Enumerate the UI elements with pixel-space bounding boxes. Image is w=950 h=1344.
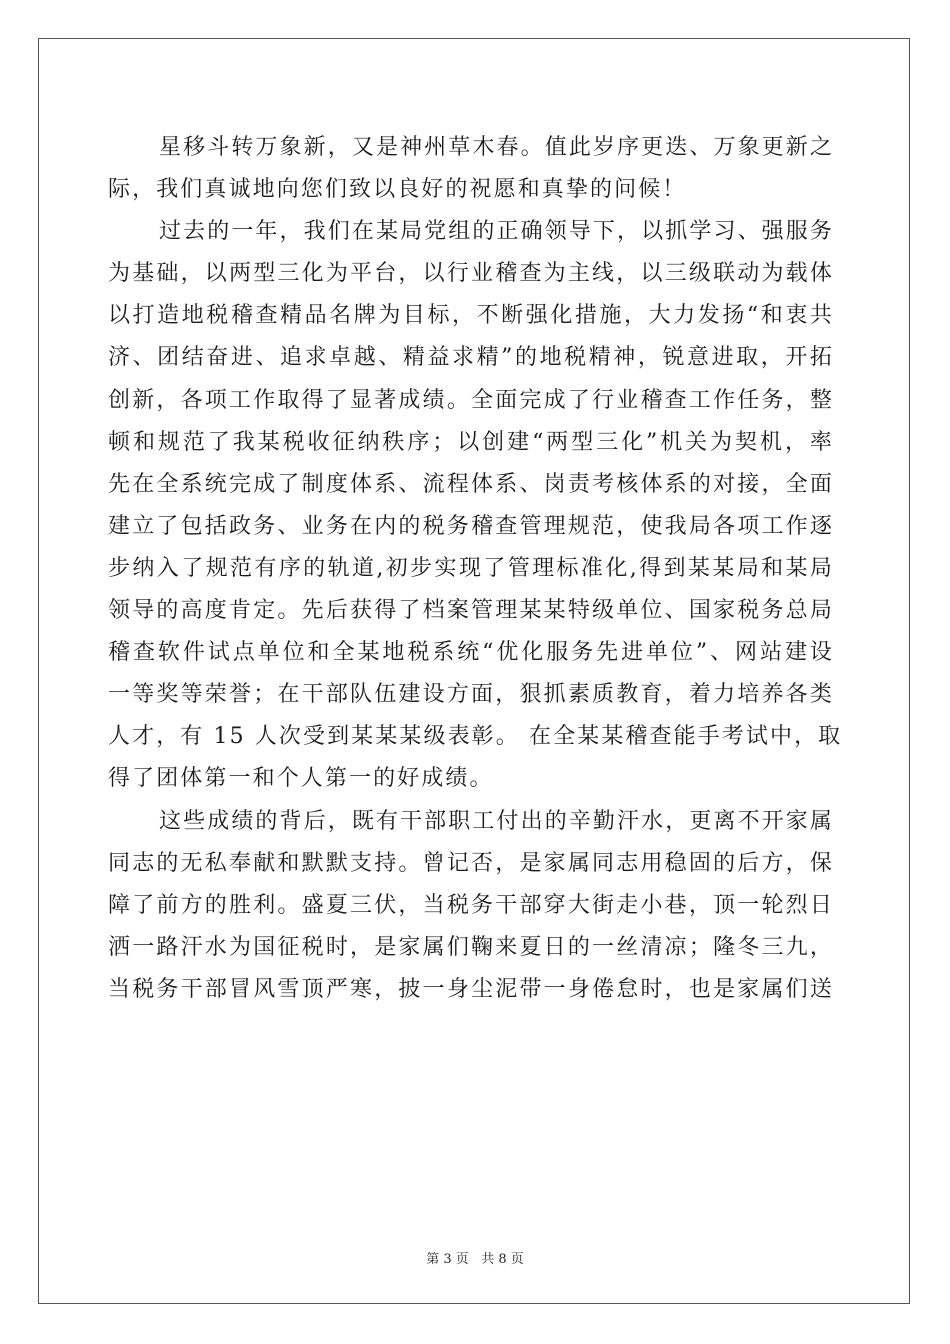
text-line: 同志的无私奉献和默默支持。曾记否，是家属同志用稳固的后方，保 [108,850,834,876]
page-number: 第 3 页 [426,1252,469,1267]
document-body [108,127,843,1011]
text-line: 为基础，以两型三化为平台，以行业稽查为主线，以三级联动为载体 [108,261,834,287]
text-line: 障了前方的胜利。盛夏三伏，当税务干部穿大街走小巷，顶一轮烈日 [108,892,834,918]
text-line: 得了团体第一和个人第一的好成绩。 [108,766,494,792]
text-line: 领导的高度肯定。先后获得了档案管理某某特级单位、国家税务总局 [108,598,834,624]
text-line: 创新，各项工作取得了显著成绩。全面完成了行业稽查工作任务，整 [108,387,834,413]
paragraph-achievements [108,211,843,800]
text-line: 先在全系统完成了制度体系、流程体系、岗责考核体系的对接，全面 [108,471,834,497]
text-line: 稽查软件试点单位和全某地税系统“优化服务先进单位”、网站建设 [108,640,834,666]
text-line: 星移斗转万象新，又是神州草木春。值此岁序更迭、万象更新之 [159,135,834,160]
paragraph-family-support [108,801,834,1011]
text-line: 步纳入了规范有序的轨道,初步实现了管理标准化,得到某某局和某局 [108,555,834,581]
text-line: 济、团结奋进、追求卓越、精益求精”的地税精神，锐意进取，开拓 [108,345,834,371]
total-pages: 共 8 页 [481,1252,524,1267]
paragraph-greeting [108,127,834,211]
text-line: 洒一路汗水为国征税时，是家属们鞠来夏日的一丝清凉；隆冬三九， [108,934,834,960]
text-line: 人才，有 15 人次受到某某某级表彰。 在全某某稽查能手考试中，取 [108,724,843,750]
text-line: 过去的一年，我们在某局党组的正确领导下，以抓学习、强服务 [159,219,834,245]
text-line: 这些成绩的背后，既有干部职工付出的辛勤汗水，更离不开家属 [159,808,834,834]
page-footer [0,1248,950,1267]
text-line: 建立了包括政务、业务在内的税务稽查管理规范，使我局各项工作逐 [108,513,834,539]
text-line: 当税务干部冒风雪顶严寒，披一身尘泥带一身倦怠时，也是家属们送 [108,976,834,1002]
text-line: 一等奖等荣誉；在干部队伍建设方面，狠抓素质教育，着力培养各类 [108,682,834,708]
text-line: 际，我们真诚地向您们致以良好的祝愿和真挚的问候！ [108,177,687,203]
text-line: 以打造地税稽查精品名牌为目标，不断强化措施，大力发扬“和衷共 [108,303,834,329]
text-line: 顿和规范了我某税收征纳秩序；以创建“两型三化”机关为契机，率 [108,429,834,455]
